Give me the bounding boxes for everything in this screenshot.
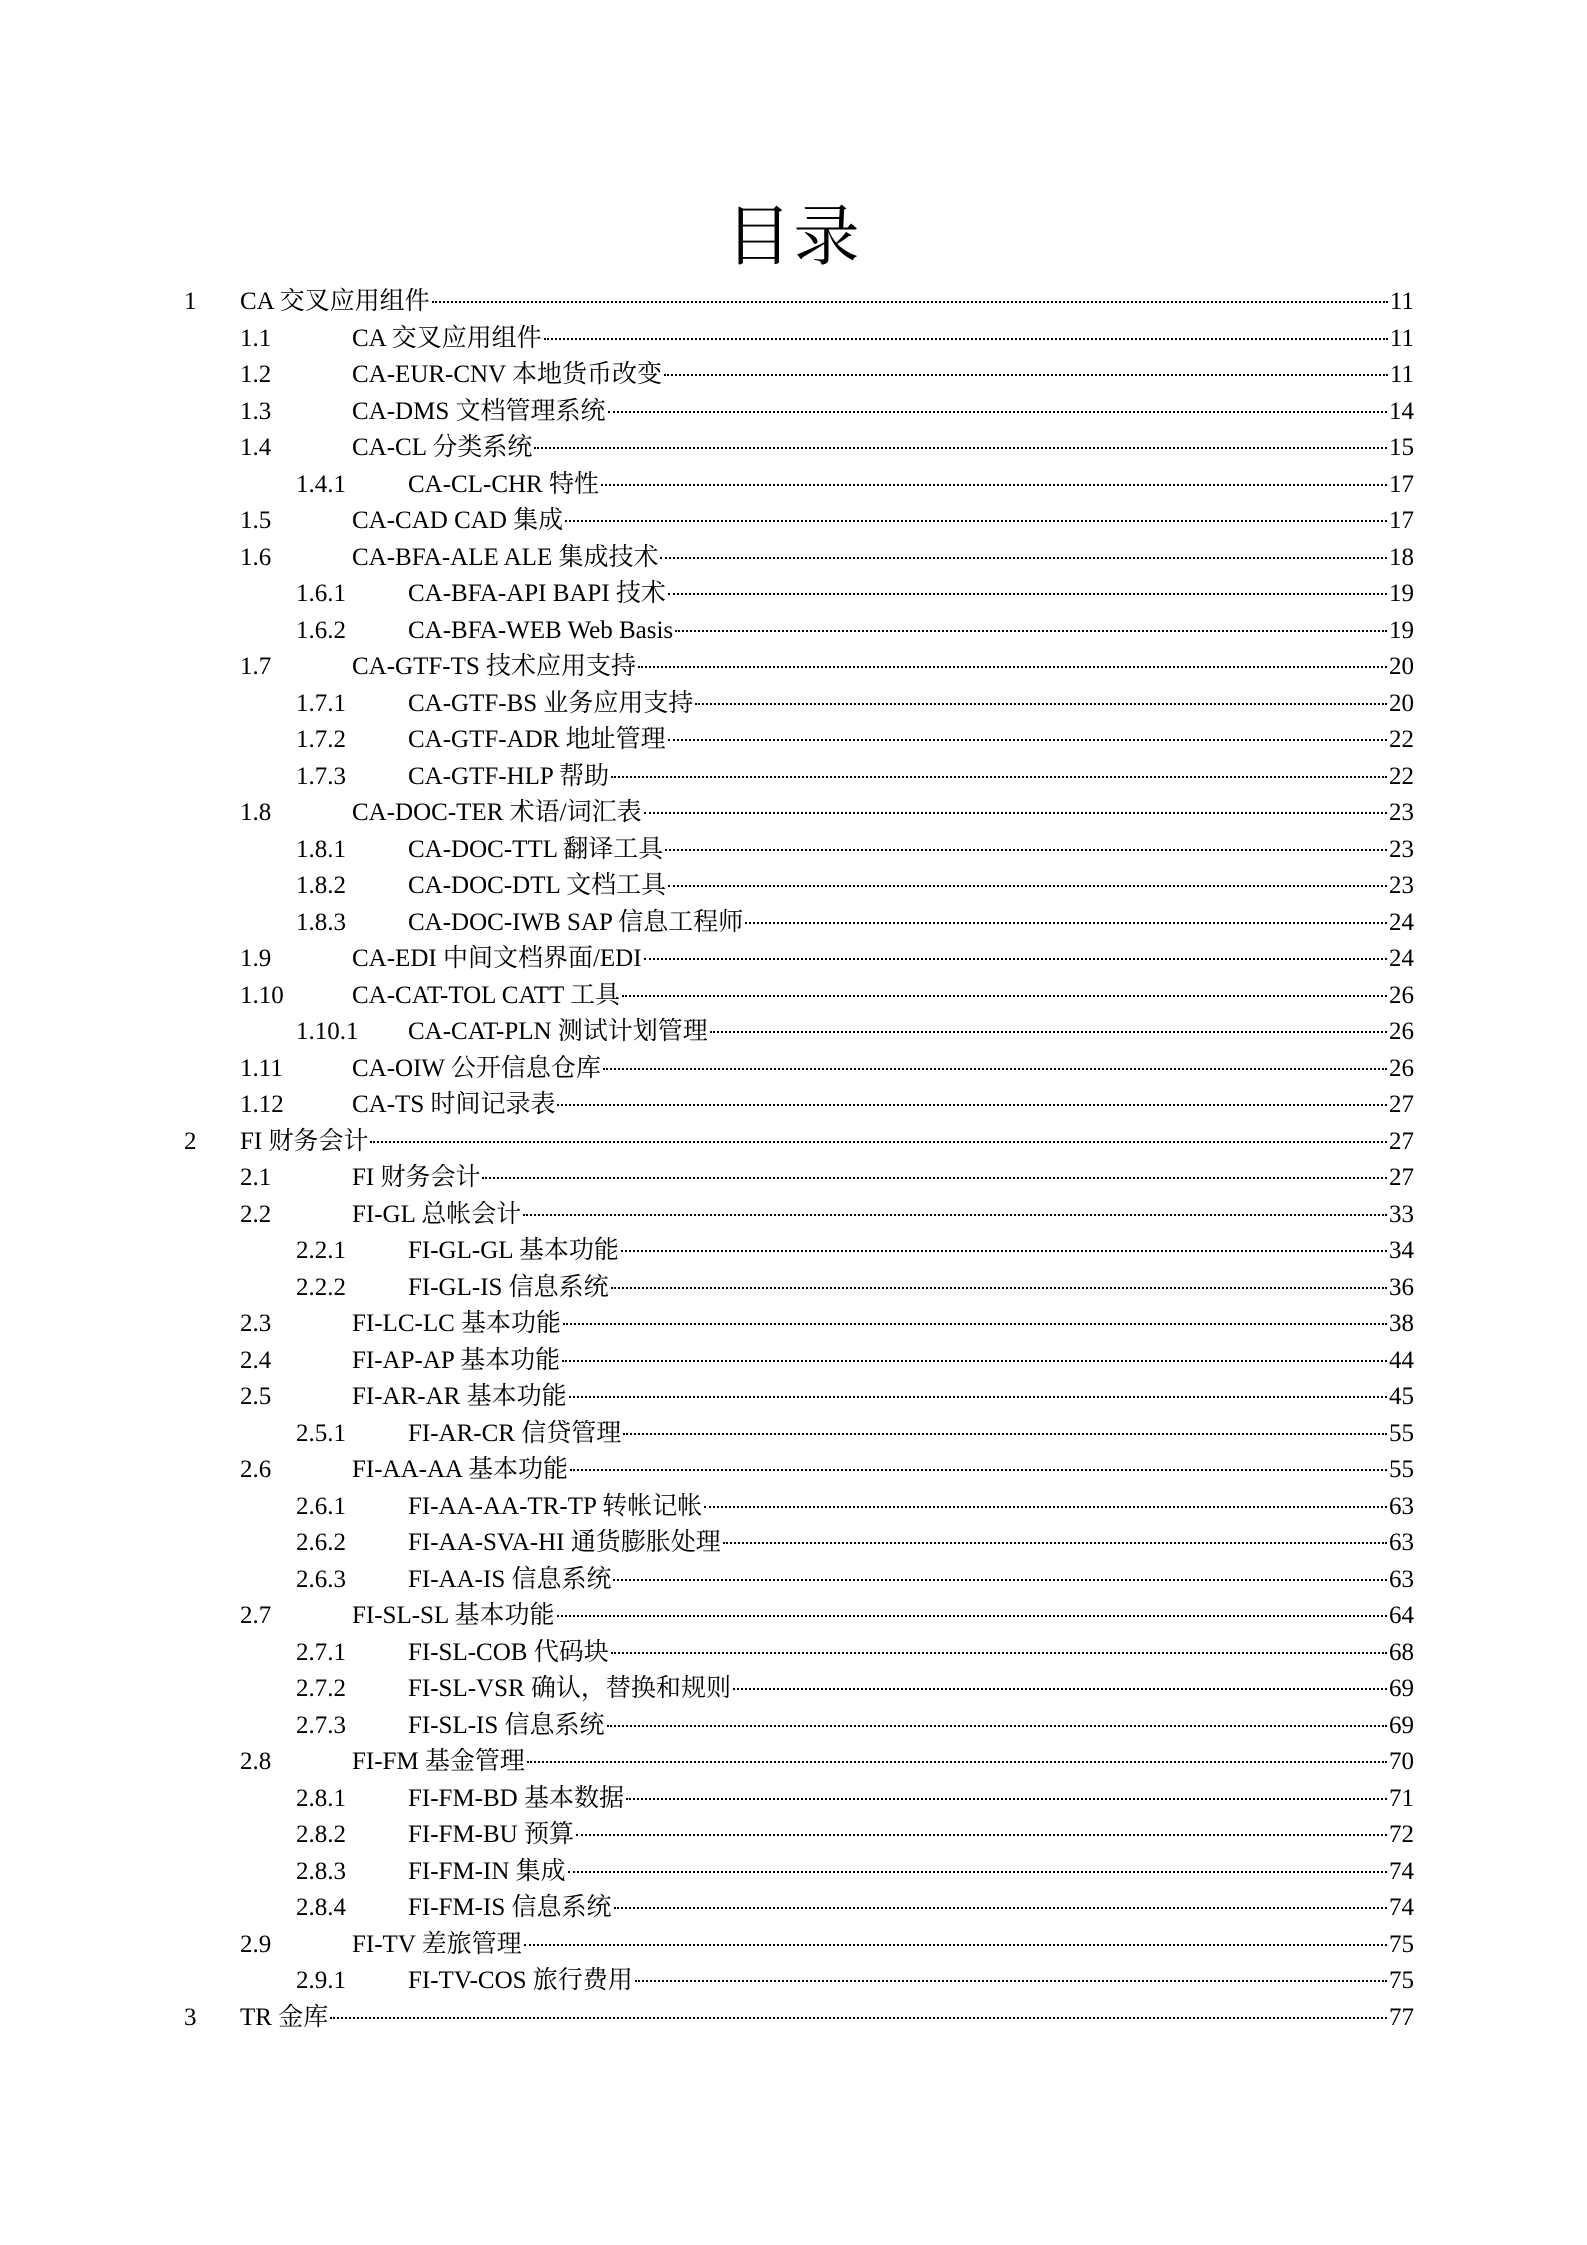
toc-entry[interactable] — [184, 503, 1414, 540]
toc-entry-number: 2.2.1 — [296, 1237, 346, 1264]
toc-entry-number: 2.2 — [240, 1200, 272, 1228]
dot-leader — [523, 1214, 1387, 1216]
toc-entry[interactable] — [184, 1671, 1414, 1708]
toc-entry[interactable] — [184, 868, 1414, 905]
toc-entry-title: FI-GL-IS 信息系统 — [408, 1273, 609, 1301]
dot-leader — [432, 301, 1388, 303]
toc-entry[interactable] — [184, 1635, 1414, 1672]
toc-entry-page-number: 23 — [1389, 872, 1414, 899]
page-title: 目录 — [725, 198, 862, 275]
dot-leader — [638, 666, 1387, 668]
toc-entry-number: 1.2 — [240, 361, 272, 388]
toc-entry-number: 2.7.3 — [296, 1711, 346, 1739]
toc-entry[interactable] — [184, 284, 1414, 321]
dot-leader — [527, 1761, 1387, 1763]
toc-entry-title: FI-TV 差旅管理 — [352, 1930, 522, 1958]
toc-entry[interactable] — [184, 1781, 1414, 1818]
toc-entry-number: 2.6.2 — [296, 1529, 346, 1556]
dot-leader — [710, 1031, 1387, 1033]
toc-entry[interactable] — [184, 686, 1414, 723]
toc-entry-title: CA-CL-CHR 特性 — [408, 470, 599, 498]
toc-entry-title: FI-FM-BD 基本数据 — [408, 1784, 624, 1812]
toc-entry-number: 1.7.1 — [296, 689, 346, 717]
toc-entry-number: 2.6.1 — [296, 1492, 346, 1520]
toc-entry-page-number: 63 — [1389, 1529, 1414, 1556]
toc-entry-title: FI-AR-CR 信贷管理 — [408, 1419, 622, 1447]
toc-entry-number: 2.2.2 — [296, 1273, 346, 1301]
toc-entry-title: FI-GL-GL 基本功能 — [408, 1237, 619, 1264]
dot-leader — [723, 1542, 1387, 1544]
toc-entry-number: 1.8.1 — [296, 835, 346, 863]
toc-entry-title: FI-GL 总帐会计 — [352, 1200, 522, 1228]
toc-entry[interactable] — [184, 394, 1414, 431]
toc-entry-title: CA 交叉应用组件 — [240, 288, 430, 315]
toc-entry-number: 1.10 — [240, 981, 284, 1009]
toc-entry-title: CA-OIW 公开信息仓库 — [352, 1054, 601, 1082]
toc-entry[interactable] — [184, 1124, 1414, 1161]
toc-entry-page-number: 26 — [1389, 981, 1414, 1009]
toc-entry[interactable] — [184, 1963, 1414, 2000]
dot-leader — [524, 1944, 1387, 1946]
toc-entry-title: FI-AA-IS 信息系统 — [408, 1565, 612, 1593]
toc-entry-title: FI 财务会计 — [352, 1164, 481, 1191]
dot-leader — [665, 849, 1387, 851]
toc-entry-number: 2.8 — [240, 1748, 272, 1775]
toc-entry-page-number: 19 — [1389, 616, 1414, 644]
dot-leader — [644, 958, 1387, 960]
toc-entry-title: FI-SL-VSR 确认，替换和规则 — [408, 1675, 731, 1702]
toc-entry-title: FI-SL-IS 信息系统 — [408, 1711, 605, 1739]
dot-leader — [557, 1615, 1387, 1617]
dot-leader — [370, 1141, 1387, 1143]
toc-entry-page-number: 18 — [1389, 543, 1414, 571]
dot-leader — [613, 1579, 1387, 1581]
toc-entry[interactable] — [184, 722, 1414, 759]
toc-entry[interactable] — [184, 941, 1414, 978]
dot-leader — [611, 776, 1387, 778]
toc-entry[interactable] — [184, 540, 1414, 577]
toc-entry-page-number: 45 — [1389, 1383, 1414, 1410]
toc-entry-page-number: 14 — [1389, 397, 1414, 425]
toc-entry-page-number: 69 — [1389, 1675, 1414, 1702]
toc-entry[interactable] — [184, 1233, 1414, 1270]
toc-entry-number: 2.9.1 — [296, 1967, 346, 1994]
dot-leader — [644, 812, 1387, 814]
toc-entry-number: 1 — [184, 288, 197, 315]
toc-entry-title: CA-DOC-TTL 翻译工具 — [408, 835, 664, 863]
toc-entry-page-number: 36 — [1389, 1273, 1414, 1301]
dot-leader — [621, 1250, 1387, 1252]
toc-entry-page-number: 71 — [1389, 1784, 1414, 1812]
toc-entry-title: CA-BFA-WEB Web Basis — [408, 616, 674, 644]
toc-entry-page-number: 19 — [1389, 580, 1414, 607]
dot-leader — [623, 1433, 1387, 1435]
toc-entry-title: CA-EUR-CNV 本地货币改变 — [352, 361, 662, 388]
toc-entry-number: 1.5 — [240, 507, 272, 534]
toc-entry-page-number: 34 — [1389, 1237, 1414, 1264]
toc-entry-page-number: 24 — [1389, 945, 1414, 972]
toc-entry[interactable] — [184, 430, 1414, 467]
toc-entry-page-number: 77 — [1389, 2003, 1414, 2031]
toc-entry-number: 2.4 — [240, 1346, 272, 1374]
dot-leader — [534, 447, 1387, 449]
toc-entry-number: 2.8.1 — [296, 1784, 346, 1812]
toc-entry[interactable] — [184, 1051, 1414, 1088]
dot-leader — [675, 630, 1387, 632]
toc-entry[interactable] — [184, 1489, 1414, 1526]
dot-leader — [611, 1287, 1387, 1289]
toc-entry-page-number: 22 — [1389, 726, 1414, 753]
toc-entry-title: CA-DMS 文档管理系统 — [352, 397, 606, 425]
toc-entry-title: CA-EDI 中间文档界面/EDI — [352, 945, 642, 972]
dot-leader — [668, 739, 1387, 741]
toc-entry[interactable] — [184, 1890, 1414, 1927]
toc-entry-number: 1.7.3 — [296, 762, 346, 790]
toc-entry-number: 1.8.2 — [296, 872, 346, 899]
toc-entry-number: 2.9 — [240, 1930, 272, 1958]
toc-entry[interactable] — [184, 1379, 1414, 1416]
toc-entry-page-number: 64 — [1389, 1602, 1414, 1629]
toc-entry-page-number: 26 — [1389, 1054, 1414, 1082]
dot-leader — [562, 1360, 1387, 1362]
toc-entry-page-number: 27 — [1389, 1091, 1414, 1118]
toc-entry-number: 2.8.2 — [296, 1821, 346, 1848]
dot-leader — [607, 1725, 1387, 1727]
toc-entry-number: 2 — [184, 1127, 197, 1155]
toc-entry-number: 1.12 — [240, 1091, 284, 1118]
toc-entry[interactable] — [184, 1708, 1414, 1745]
toc-entry-number: 2.6 — [240, 1456, 272, 1483]
toc-entry-number: 1.6.2 — [296, 616, 346, 644]
toc-entry[interactable] — [184, 1817, 1414, 1854]
toc-entry-title: CA-GTF-HLP 帮助 — [408, 762, 610, 790]
dot-leader — [635, 1980, 1387, 1982]
toc-entry-title: CA-DOC-IWB SAP 信息工程师 — [408, 908, 744, 936]
toc-entry[interactable] — [184, 905, 1414, 942]
toc-entry-page-number: 55 — [1389, 1419, 1414, 1447]
toc-entry-title: FI-AA-SVA-HI 通货膨胀处理 — [408, 1529, 721, 1556]
toc-entry-page-number: 27 — [1389, 1127, 1414, 1155]
toc-entry-title: FI-SL-SL 基本功能 — [352, 1602, 555, 1629]
toc-entry[interactable] — [184, 1306, 1414, 1343]
toc-entry[interactable] — [184, 2000, 1414, 2037]
toc-entry-page-number: 11 — [1389, 361, 1414, 388]
toc-entry[interactable] — [184, 1160, 1414, 1197]
toc-entry-page-number: 33 — [1389, 1200, 1414, 1228]
toc-entry-number: 1.10.1 — [296, 1018, 359, 1045]
toc-entry-title: CA-DOC-DTL 文档工具 — [408, 872, 667, 899]
toc-entry[interactable] — [184, 1598, 1414, 1635]
dot-leader — [601, 484, 1387, 486]
toc-entry-title: CA-GTF-TS 技术应用支持 — [352, 653, 637, 680]
toc-entry-title: CA-CAD CAD 集成 — [352, 507, 564, 534]
toc-entry-page-number: 23 — [1389, 799, 1414, 826]
toc-entry-number: 2.5.1 — [296, 1419, 346, 1447]
dot-leader — [565, 520, 1387, 522]
toc-entry-page-number: 27 — [1389, 1164, 1414, 1191]
toc-entry-number: 1.8.3 — [296, 908, 346, 936]
toc-entry[interactable] — [184, 649, 1414, 686]
toc-entry-page-number: 74 — [1389, 1857, 1414, 1885]
dot-leader — [482, 1177, 1387, 1179]
toc-entry-title: FI-AP-AP 基本功能 — [352, 1346, 561, 1374]
dot-leader — [330, 2017, 1387, 2019]
toc-entry-number: 1.4.1 — [296, 470, 346, 498]
toc-entry-page-number: 69 — [1389, 1711, 1414, 1739]
dot-leader — [608, 411, 1388, 413]
toc-entry-number: 1.9 — [240, 945, 272, 972]
toc-entry-number: 2.7 — [240, 1602, 272, 1629]
toc-entry[interactable] — [184, 795, 1414, 832]
toc-entry-title: FI-FM-IN 集成 — [408, 1857, 566, 1885]
dot-leader — [668, 885, 1387, 887]
toc-entry[interactable] — [184, 1854, 1414, 1891]
toc-entry-page-number: 38 — [1389, 1310, 1414, 1337]
toc-entry-page-number: 74 — [1389, 1894, 1414, 1921]
toc-entry-title: FI-TV-COS 旅行费用 — [408, 1967, 633, 1994]
toc-entry-page-number: 17 — [1389, 470, 1414, 498]
toc-entry[interactable] — [184, 357, 1414, 394]
toc-entry-title: CA-CAT-TOL CATT 工具 — [352, 981, 621, 1009]
toc-entry-title: FI-AA-AA 基本功能 — [352, 1456, 568, 1483]
toc-entry[interactable] — [184, 467, 1414, 504]
toc-entry-title: CA-DOC-TER 术语/词汇表 — [352, 799, 642, 826]
toc-entry-page-number: 11 — [1389, 324, 1414, 352]
toc-entry-title: FI-FM 基金管理 — [352, 1748, 525, 1775]
toc-entry-number: 2.5 — [240, 1383, 272, 1410]
toc-entry[interactable] — [184, 613, 1414, 650]
toc-entry-title: FI-FM-BU 预算 — [408, 1821, 574, 1848]
toc-entry[interactable] — [184, 1744, 1414, 1781]
toc-entry[interactable] — [184, 1343, 1414, 1380]
dot-leader — [569, 1396, 1387, 1398]
toc-entry[interactable] — [184, 1525, 1414, 1562]
toc-entry-page-number: 44 — [1389, 1346, 1414, 1374]
toc-entry-title: CA-BFA-ALE ALE 集成技术 — [352, 543, 659, 571]
dot-leader — [614, 1907, 1388, 1909]
table-of-contents — [184, 284, 1414, 2036]
toc-entry-title: CA-CAT-PLN 测试计划管理 — [408, 1018, 708, 1045]
toc-entry-number: 1.8 — [240, 799, 272, 826]
toc-entry-number: 2.8.4 — [296, 1894, 346, 1921]
dot-leader — [557, 1104, 1387, 1106]
toc-entry-page-number: 15 — [1389, 434, 1414, 461]
toc-entry-title: CA-TS 时间记录表 — [352, 1091, 556, 1118]
toc-entry[interactable] — [184, 576, 1414, 613]
toc-entry-page-number: 63 — [1389, 1565, 1414, 1593]
toc-entry[interactable] — [184, 978, 1414, 1015]
toc-entry-title: CA-CL 分类系统 — [352, 434, 533, 461]
toc-entry[interactable] — [184, 1197, 1414, 1234]
dot-leader — [570, 1469, 1387, 1471]
toc-entry-page-number: 20 — [1389, 653, 1414, 680]
dot-leader — [544, 338, 1388, 340]
toc-entry[interactable] — [184, 1270, 1414, 1307]
toc-entry[interactable] — [184, 1927, 1414, 1964]
toc-entry-page-number: 75 — [1389, 1967, 1414, 1994]
toc-entry-page-number: 26 — [1389, 1018, 1414, 1045]
dot-leader — [603, 1068, 1387, 1070]
dot-leader — [745, 922, 1387, 924]
dot-leader — [626, 1798, 1387, 1800]
toc-entry-page-number: 11 — [1389, 288, 1414, 315]
toc-entry-title: FI-AA-AA-TR-TP 转帐记帐 — [408, 1492, 703, 1520]
dot-leader — [733, 1688, 1387, 1690]
toc-entry-page-number: 22 — [1389, 762, 1414, 790]
toc-entry-number: 2.8.3 — [296, 1857, 346, 1885]
toc-entry-page-number: 24 — [1389, 908, 1414, 936]
toc-entry[interactable] — [184, 1014, 1414, 1051]
toc-entry-number: 2.7.2 — [296, 1675, 346, 1702]
toc-entry-page-number: 72 — [1389, 1821, 1414, 1848]
toc-entry-page-number: 75 — [1389, 1930, 1414, 1958]
toc-entry-title: FI-LC-LC 基本功能 — [352, 1310, 562, 1337]
toc-entry[interactable] — [184, 1087, 1414, 1124]
toc-entry[interactable] — [184, 832, 1414, 869]
toc-entry-title: CA-GTF-ADR 地址管理 — [408, 726, 666, 753]
toc-entry-title: FI-AR-AR 基本功能 — [352, 1383, 567, 1410]
dot-leader — [664, 374, 1388, 376]
toc-entry-page-number: 23 — [1389, 835, 1414, 863]
toc-entry-number: 3 — [184, 2003, 197, 2031]
toc-entry-page-number: 63 — [1389, 1492, 1414, 1520]
toc-entry[interactable] — [184, 1452, 1414, 1489]
toc-entry-number: 2.3 — [240, 1310, 272, 1337]
toc-entry-title: FI-FM-IS 信息系统 — [408, 1894, 612, 1921]
toc-entry-title: CA-BFA-API BAPI 技术 — [408, 580, 666, 607]
toc-entry-number: 1.1 — [240, 324, 272, 352]
toc-entry-page-number: 70 — [1389, 1748, 1414, 1775]
toc-entry-title: CA-GTF-BS 业务应用支持 — [408, 689, 694, 717]
toc-entry-number: 1.6 — [240, 543, 272, 571]
dot-leader — [611, 1652, 1387, 1654]
toc-entry-number: 1.6.1 — [296, 580, 346, 607]
toc-entry-page-number: 68 — [1389, 1638, 1414, 1666]
dot-leader — [660, 557, 1387, 559]
dot-leader — [568, 1871, 1387, 1873]
toc-entry-number: 2.7.1 — [296, 1638, 346, 1666]
toc-entry-page-number: 20 — [1389, 689, 1414, 717]
toc-entry-number: 1.3 — [240, 397, 272, 425]
toc-entry-number: 2.6.3 — [296, 1565, 346, 1593]
dot-leader — [622, 995, 1387, 997]
toc-entry-page-number: 17 — [1389, 507, 1414, 534]
dot-leader — [704, 1506, 1387, 1508]
toc-entry-number: 1.7.2 — [296, 726, 346, 753]
toc-entry-title: FI 财务会计 — [240, 1127, 369, 1155]
toc-entry-title: CA 交叉应用组件 — [352, 324, 542, 352]
dot-leader — [695, 703, 1387, 705]
dot-leader — [668, 593, 1387, 595]
toc-entry-number: 1.7 — [240, 653, 272, 680]
toc-entry-number: 1.4 — [240, 434, 272, 461]
toc-entry[interactable] — [184, 1416, 1414, 1453]
toc-entry[interactable] — [184, 1562, 1414, 1599]
toc-entry-title: TR 金库 — [240, 2003, 329, 2031]
toc-entry-number: 1.11 — [240, 1054, 283, 1082]
toc-entry-title: FI-SL-COB 代码块 — [408, 1638, 609, 1666]
dot-leader — [563, 1323, 1387, 1325]
dot-leader — [576, 1834, 1387, 1836]
toc-entry-page-number: 55 — [1389, 1456, 1414, 1483]
toc-entry[interactable] — [184, 759, 1414, 796]
toc-entry-number: 2.1 — [240, 1164, 272, 1191]
toc-entry[interactable] — [184, 321, 1414, 358]
